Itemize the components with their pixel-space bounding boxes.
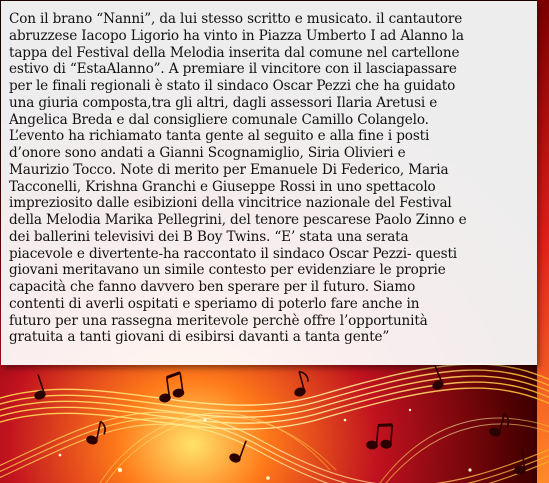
article-line: impreziosito dalle esibizioni della vincitrice nazionale del Festival	[9, 195, 452, 212]
article-line: gratuita a tanti giovani di esibirsi davanti a tanta gente”	[9, 329, 390, 346]
article-line: estivo di “EstaAlanno”. A premiare il vincitore con il lasciapassare	[9, 61, 457, 78]
article-line: per le finali regionali è stato il sindaco Oscar Pezzi che ha guidato	[9, 78, 456, 94]
article-line: dei ballerini televisivi dei B Boy Twins. “E’ stata una serata	[9, 228, 409, 245]
article-line: della Melodia Marika Pellegrini, del tenore pescarese Paolo Zinno e	[9, 212, 467, 228]
article-line: giovani meritavano un simile contesto per evidenziare le proprie	[9, 262, 446, 279]
article-line: abruzzese Iacopo Ligorio ha vinto in Piazza Umberto I ad Alanno la	[9, 27, 464, 44]
article-line: capacità che fanno davvero ben sperare per il futuro. Siamo	[9, 279, 416, 295]
article-line: Tacconelli, Krishna Granchi e Giuseppe Rossi in uno spettacolo	[9, 178, 436, 195]
article-line: Angelica Breda e dal consigliere comunale Camillo Colangelo.	[9, 111, 429, 128]
article-line: piacevole e divertente-ha raccontato il sindaco Oscar Pezzi- questi	[9, 245, 457, 262]
article-line: tappa del Festival della Melodia inserita dal comune nel cartellone	[9, 44, 460, 61]
article-line: L’evento ha richiamato tanta gente al seguito e alla fine i posti	[9, 128, 430, 145]
article-line: futuro per una rassegna meritevole perchè offre l’opportunità	[9, 312, 428, 329]
article-line: contenti di averli ospitati e speriamo di poterlo fare anche in	[9, 295, 420, 312]
article-line: una giuria composta,tra gli altri, dagli assessori Ilaria Aretusi e	[9, 94, 438, 111]
article-text	[9, 11, 531, 346]
article-line: Con il brano “Nanni”, da lui stesso scritto e musicato. il cantautore	[9, 11, 463, 27]
article-card	[1, 1, 537, 365]
article-line: d’onore sono andati a Gianni Scognamiglio, Siria Olivieri e	[9, 145, 406, 161]
article-line: Maurizio Tocco. Note di merito per Emanuele Di Federico, Maria	[9, 161, 449, 178]
